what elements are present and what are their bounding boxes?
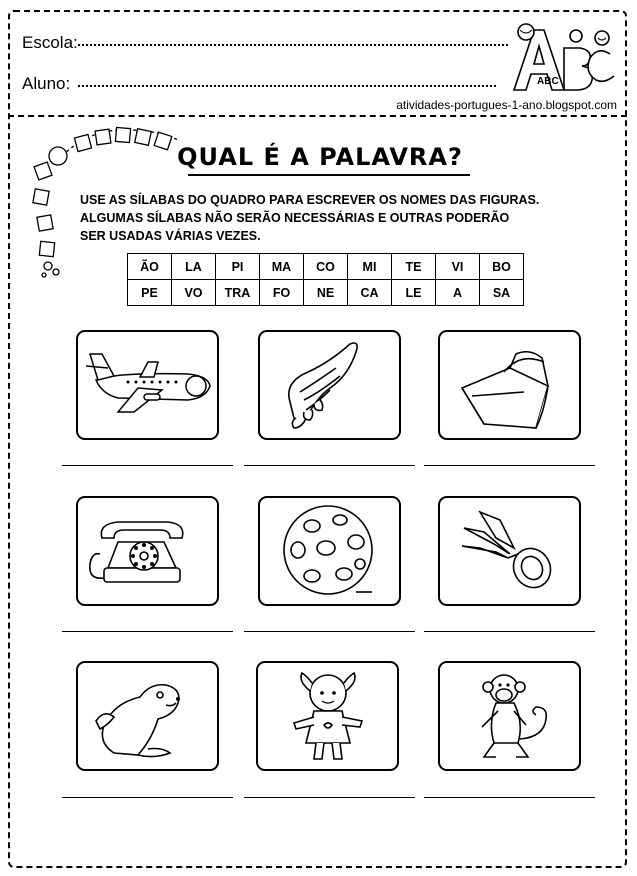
monkey-icon: [440, 663, 579, 769]
answer-line[interactable]: [244, 797, 415, 798]
syllable-cell: VI: [436, 254, 480, 280]
title-underline: [188, 174, 470, 176]
answer-line[interactable]: [424, 631, 595, 632]
syllable-cell: TE: [392, 254, 436, 280]
picture-card-monkey: [438, 661, 581, 771]
syllable-row: [128, 280, 524, 306]
picture-card-airplane: [76, 330, 219, 440]
telephone-icon: [78, 498, 217, 604]
answer-line[interactable]: [244, 465, 415, 466]
answer-line[interactable]: [62, 465, 233, 466]
ball-icon: [260, 498, 399, 604]
answer-line[interactable]: [424, 797, 595, 798]
syllable-cell: CO: [304, 254, 348, 280]
doll-icon: [258, 663, 397, 769]
instruction-line: SER USADAS VÁRIAS VEZES.: [80, 229, 261, 243]
syllable-cell: LA: [172, 254, 216, 280]
syllable-cell: CA: [348, 280, 392, 306]
student-line[interactable]: [78, 85, 496, 87]
syllable-cell: NE: [304, 280, 348, 306]
page-title: QUAL É A PALAVRA?: [177, 143, 463, 171]
picture-card-ball: [258, 496, 401, 606]
syllable-cell: MA: [260, 254, 304, 280]
syllable-cell: A: [436, 280, 480, 306]
answer-line[interactable]: [424, 465, 595, 466]
picture-card-seal: [76, 661, 219, 771]
syllable-cell: TRA: [216, 280, 260, 306]
instruction-line: ALGUMAS SÍLABAS NÃO SERÃO NECESSÁRIAS E OUTRAS PODERÃO: [80, 211, 510, 225]
syllable-cell: PE: [128, 280, 172, 306]
syllable-cell: LE: [392, 280, 436, 306]
blog-url[interactable]: atividades-portugues-1-ano.blogspot.com: [396, 98, 617, 112]
syllable-table: [127, 253, 524, 306]
picture-card-shuttlecock: [438, 496, 581, 606]
header-separator: [8, 115, 627, 117]
abc-logo: [506, 18, 618, 96]
picture-card-bag: [438, 330, 581, 440]
school-label: Escola:: [22, 33, 78, 52]
syllable-cell: PI: [216, 254, 260, 280]
syllable-cell: FO: [260, 280, 304, 306]
school-line[interactable]: [78, 44, 508, 46]
syllable-cell: ÃO: [128, 254, 172, 280]
wing-icon: [260, 332, 399, 438]
syllable-cell: MI: [348, 254, 392, 280]
seal-icon: [78, 663, 217, 769]
syllable-cell: BO: [480, 254, 524, 280]
student-label: Aluno:: [22, 74, 71, 93]
instruction-line: USE AS SÍLABAS DO QUADRO PARA ESCREVER OS NOMES DAS FIGURAS.: [80, 193, 540, 207]
bag-icon: [440, 332, 579, 438]
picture-card-wing: [258, 330, 401, 440]
answer-line[interactable]: [244, 631, 415, 632]
picture-card-telephone: [76, 496, 219, 606]
syllable-cell: SA: [480, 280, 524, 306]
shuttlecock-icon: [440, 498, 579, 604]
airplane-icon: [78, 332, 217, 438]
logo-letter-a: ABC: [537, 76, 559, 87]
syllable-cell: VO: [172, 280, 216, 306]
syllable-row: [128, 254, 524, 280]
picture-card-doll: [256, 661, 399, 771]
answer-line[interactable]: [62, 631, 233, 632]
answer-line[interactable]: [62, 797, 233, 798]
instructions: [80, 191, 620, 245]
